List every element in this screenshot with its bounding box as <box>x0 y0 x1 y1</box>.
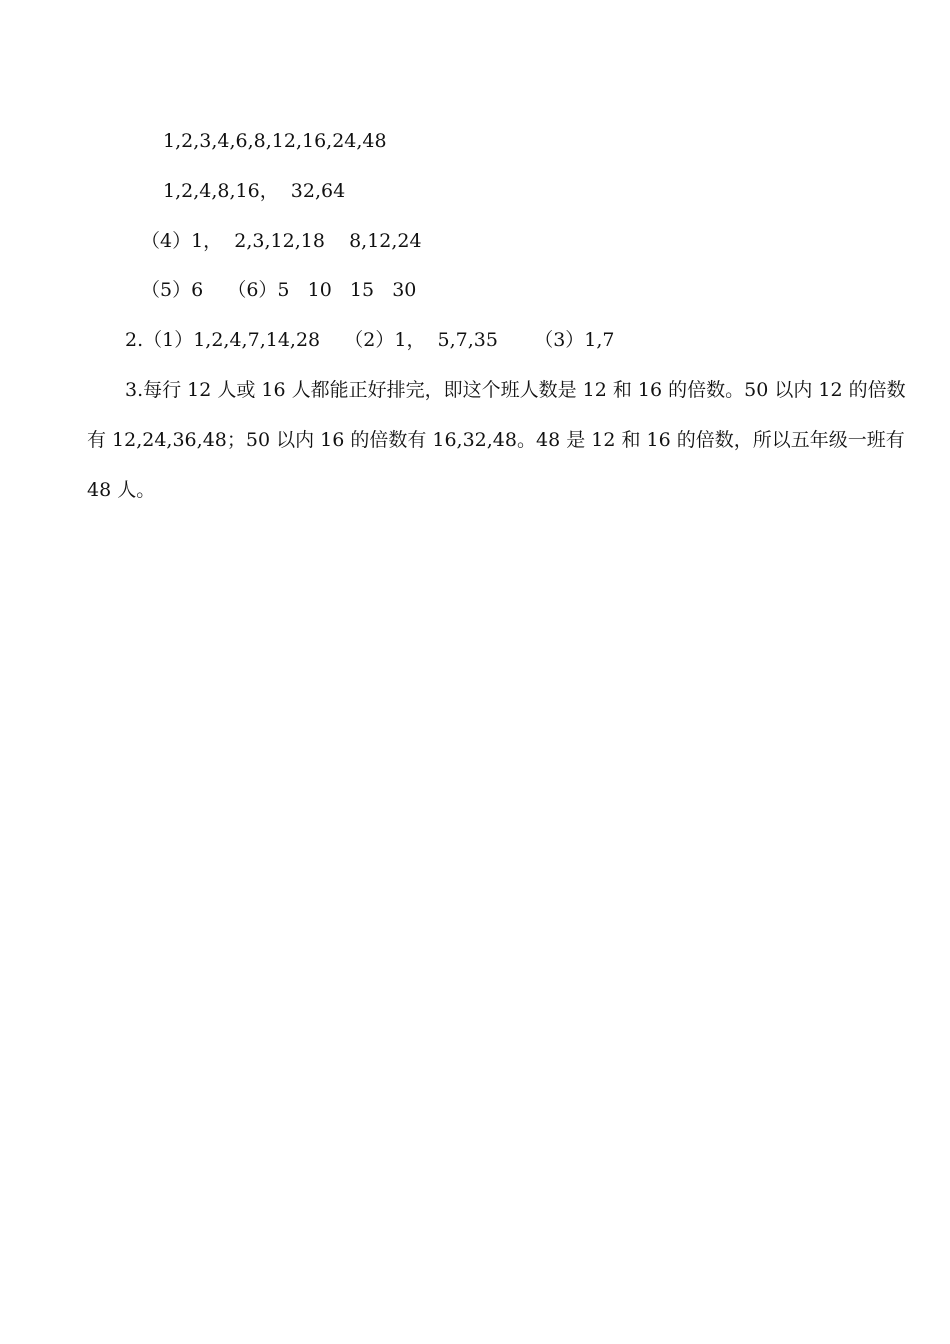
answer-line-question-3-part-3: 48 人。 <box>87 479 156 501</box>
answer-line-question-3-part-1: 3.每行 12 人或 16 人都能正好排完，即这个班人数是 12 和 16 的倍数。50 以内 12 的倍数 <box>125 379 906 401</box>
answer-line-question-2: 2.（1）1,2,4,7,14,28 （2）1， 5,7,35 （3）1,7 <box>125 329 615 351</box>
answer-line-factors-64: 1,2,4,8,16， 32,64 <box>163 180 346 202</box>
answer-line-question-3-part-2: 有 12,24,36,48；50 以内 16 的倍数有 16,32,48。48 是 12 和 16 的倍数，所以五年级一班有 <box>87 429 905 451</box>
answer-line-item-4: （4）1， 2,3,12,18 8,12,24 <box>141 230 422 252</box>
answer-line-factors-48: 1,2,3,4,6,8,12,16,24,48 <box>163 130 387 152</box>
answer-line-items-5-6: （5）6 （6）5 10 15 30 <box>141 279 417 301</box>
